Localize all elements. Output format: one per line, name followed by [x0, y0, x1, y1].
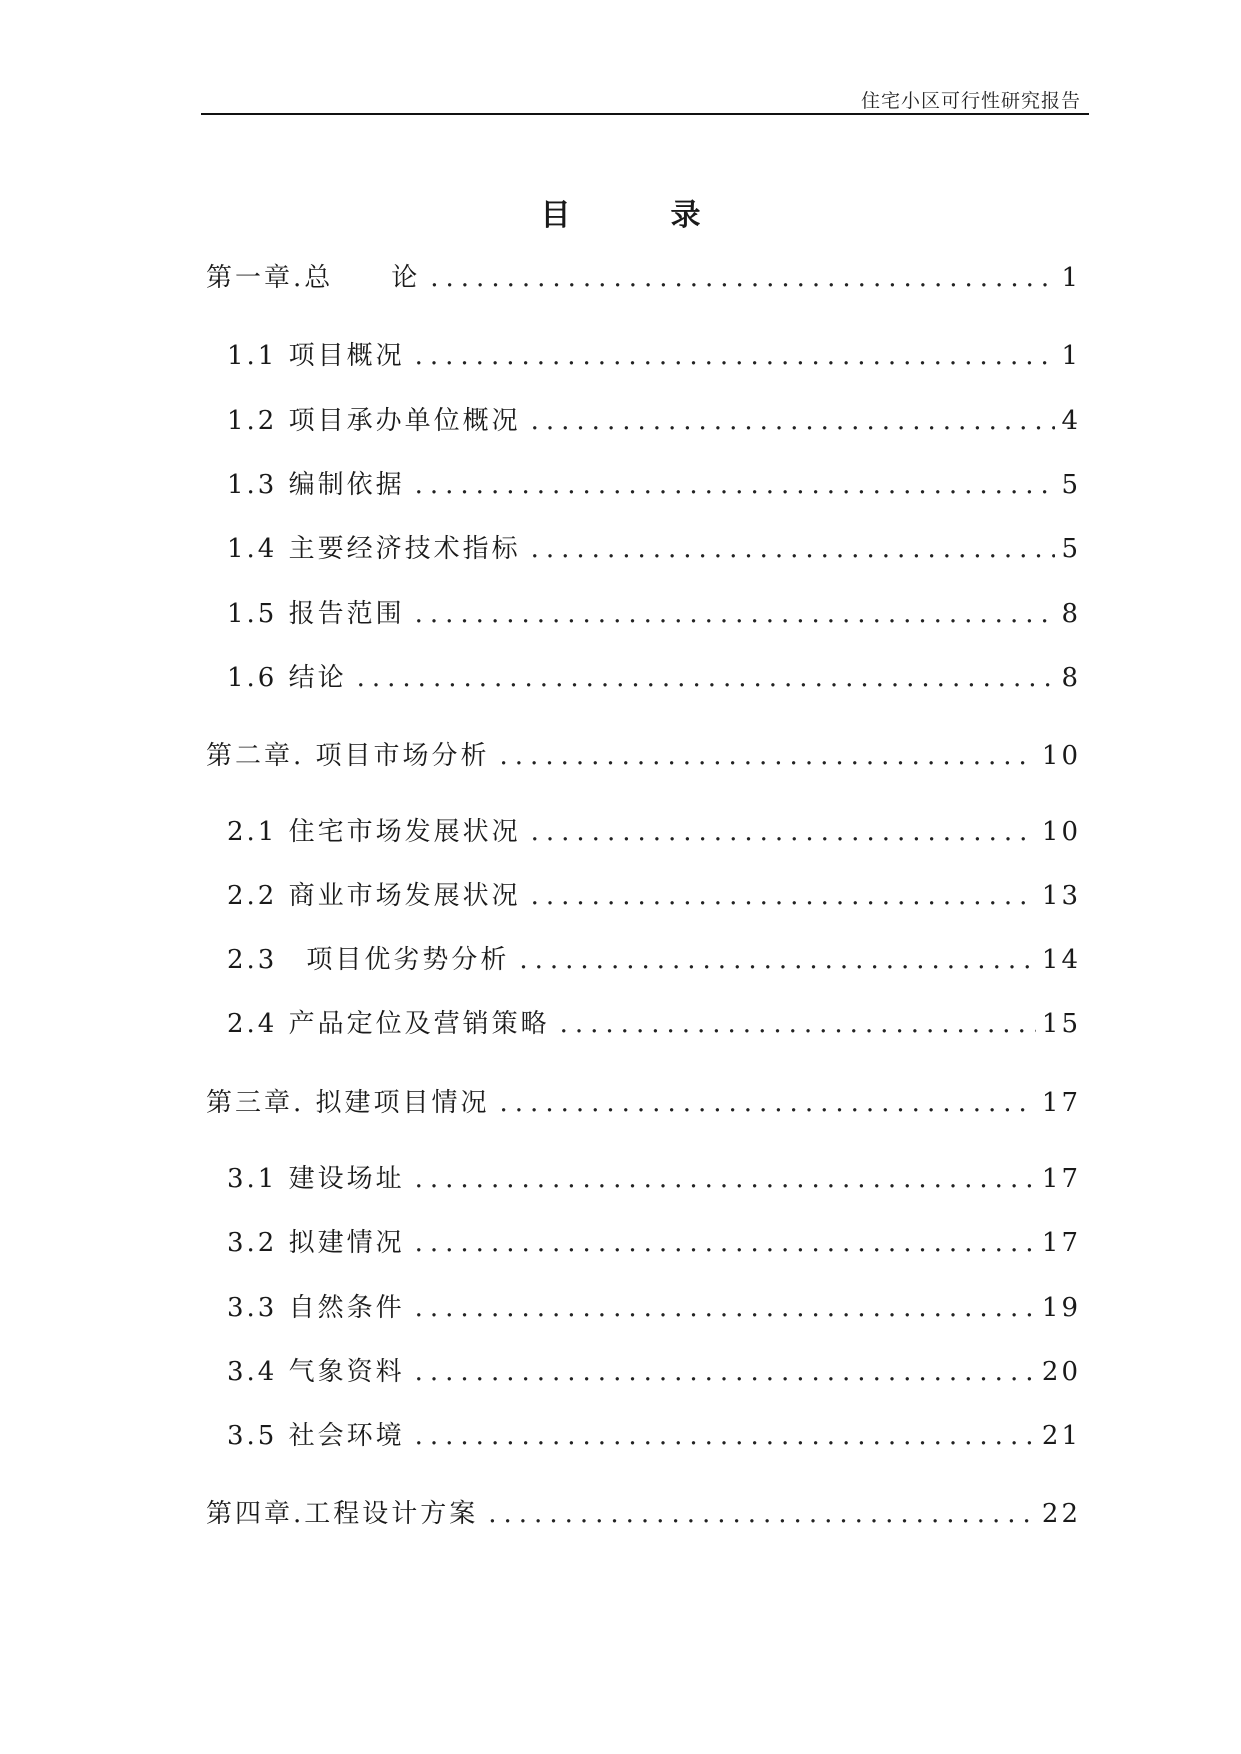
toc-entry-label: 第四章.工程设计方案 [206, 1499, 479, 1529]
toc-entry-label: 3.5 社会环境 [227, 1421, 405, 1451]
toc-dot-leader [415, 1223, 1036, 1263]
toc-entry-1-1[interactable] [227, 336, 1081, 376]
toc-entry-1-2[interactable] [227, 401, 1081, 441]
toc-dot-leader [500, 736, 1036, 776]
toc-page-number: 8 [1061, 663, 1081, 693]
toc-entry-label: 2.3 项目优劣势分析 [227, 945, 510, 975]
toc-dot-leader [357, 658, 1056, 698]
toc-page-number: 8 [1061, 599, 1081, 629]
toc-dot-leader [531, 529, 1056, 569]
toc-page-number: 10 [1041, 741, 1081, 771]
toc-dot-leader [415, 1288, 1036, 1328]
toc-page-number: 1 [1061, 341, 1081, 371]
toc-title-char-1: 目 [540, 198, 571, 233]
toc-entry-1-3[interactable] [227, 465, 1081, 505]
toc-entry-1-6[interactable] [227, 658, 1081, 698]
toc-dot-leader [488, 1494, 1036, 1534]
header-rule [201, 113, 1089, 115]
toc-page-number: 5 [1061, 470, 1081, 500]
toc-page-number: 17 [1041, 1088, 1081, 1118]
toc-title [0, 190, 1241, 234]
toc-entry-label: 3.3 自然条件 [227, 1293, 405, 1323]
toc-entry-2-3[interactable] [227, 940, 1081, 980]
toc-page-number: 22 [1041, 1499, 1081, 1529]
toc-page-number: 13 [1041, 881, 1081, 911]
toc-entry-3-1[interactable] [227, 1159, 1081, 1199]
toc-entry-label: 1.1 项目概况 [227, 341, 405, 371]
toc-entry-3-5[interactable] [227, 1416, 1081, 1456]
toc-dot-leader [531, 812, 1036, 852]
toc-dot-leader [519, 940, 1036, 980]
toc-dot-leader [531, 876, 1036, 916]
toc-dot-leader [531, 401, 1056, 441]
toc-entry-label: 1.2 项目承办单位概况 [227, 406, 521, 436]
toc-page-number: 1 [1061, 263, 1081, 293]
toc-page-number: 14 [1041, 945, 1081, 975]
toc-entry-3-2[interactable] [227, 1223, 1081, 1263]
toc-dot-leader [415, 336, 1056, 376]
toc-page-number: 10 [1041, 817, 1081, 847]
toc-page-number: 4 [1061, 406, 1081, 436]
toc-page-number: 20 [1041, 1357, 1081, 1387]
toc-entry-2-4[interactable] [227, 1004, 1081, 1044]
toc-entry-chapter-2[interactable] [206, 736, 1081, 776]
toc-entry-label: 2.2 商业市场发展状况 [227, 881, 521, 911]
toc-entry-1-5[interactable] [227, 594, 1081, 634]
toc-dot-leader [415, 1416, 1036, 1456]
toc-entry-label: 1.6 结论 [227, 663, 347, 693]
toc-entry-label: 第一章.总 论 [206, 263, 421, 293]
toc-entry-label: 1.4 主要经济技术指标 [227, 534, 521, 564]
toc-page-number: 5 [1061, 534, 1081, 564]
toc-entry-label: 第三章. 拟建项目情况 [206, 1088, 490, 1118]
toc-entry-label: 2.4 产品定位及营销策略 [227, 1009, 550, 1039]
toc-entry-3-3[interactable] [227, 1288, 1081, 1328]
toc-dot-leader [430, 258, 1055, 298]
toc-entry-label: 1.3 编制依据 [227, 470, 405, 500]
toc-dot-leader [415, 1159, 1036, 1199]
toc-entry-chapter-4[interactable] [206, 1494, 1081, 1534]
toc-entry-1-4[interactable] [227, 529, 1081, 569]
toc-dot-leader [500, 1083, 1036, 1123]
toc-page-number: 15 [1041, 1009, 1081, 1039]
toc-entry-chapter-3[interactable] [206, 1083, 1081, 1123]
toc-entry-label: 3.4 气象资料 [227, 1357, 405, 1387]
toc-dot-leader [415, 465, 1056, 505]
toc-entry-label: 第二章. 项目市场分析 [206, 741, 490, 771]
toc-entry-label: 2.1 住宅市场发展状况 [227, 817, 521, 847]
toc-dot-leader [415, 594, 1056, 634]
toc-page-number: 17 [1041, 1164, 1081, 1194]
toc-dot-leader [415, 1352, 1036, 1392]
toc-entry-label: 3.2 拟建情况 [227, 1228, 405, 1258]
toc-entry-label: 1.5 报告范围 [227, 599, 405, 629]
toc-entry-3-4[interactable] [227, 1352, 1081, 1392]
toc-entry-label: 3.1 建设场址 [227, 1164, 405, 1194]
toc-page-number: 21 [1041, 1421, 1081, 1451]
toc-page-number: 17 [1041, 1228, 1081, 1258]
toc-title-char-2: 录 [670, 198, 701, 233]
toc-dot-leader [560, 1004, 1036, 1044]
toc-page-number: 19 [1041, 1293, 1081, 1323]
toc-entry-2-2[interactable] [227, 876, 1081, 916]
running-header: 住宅小区可行性研究报告 [860, 90, 1081, 112]
toc-entry-2-1[interactable] [227, 812, 1081, 852]
toc-entry-chapter-1[interactable] [206, 258, 1081, 298]
